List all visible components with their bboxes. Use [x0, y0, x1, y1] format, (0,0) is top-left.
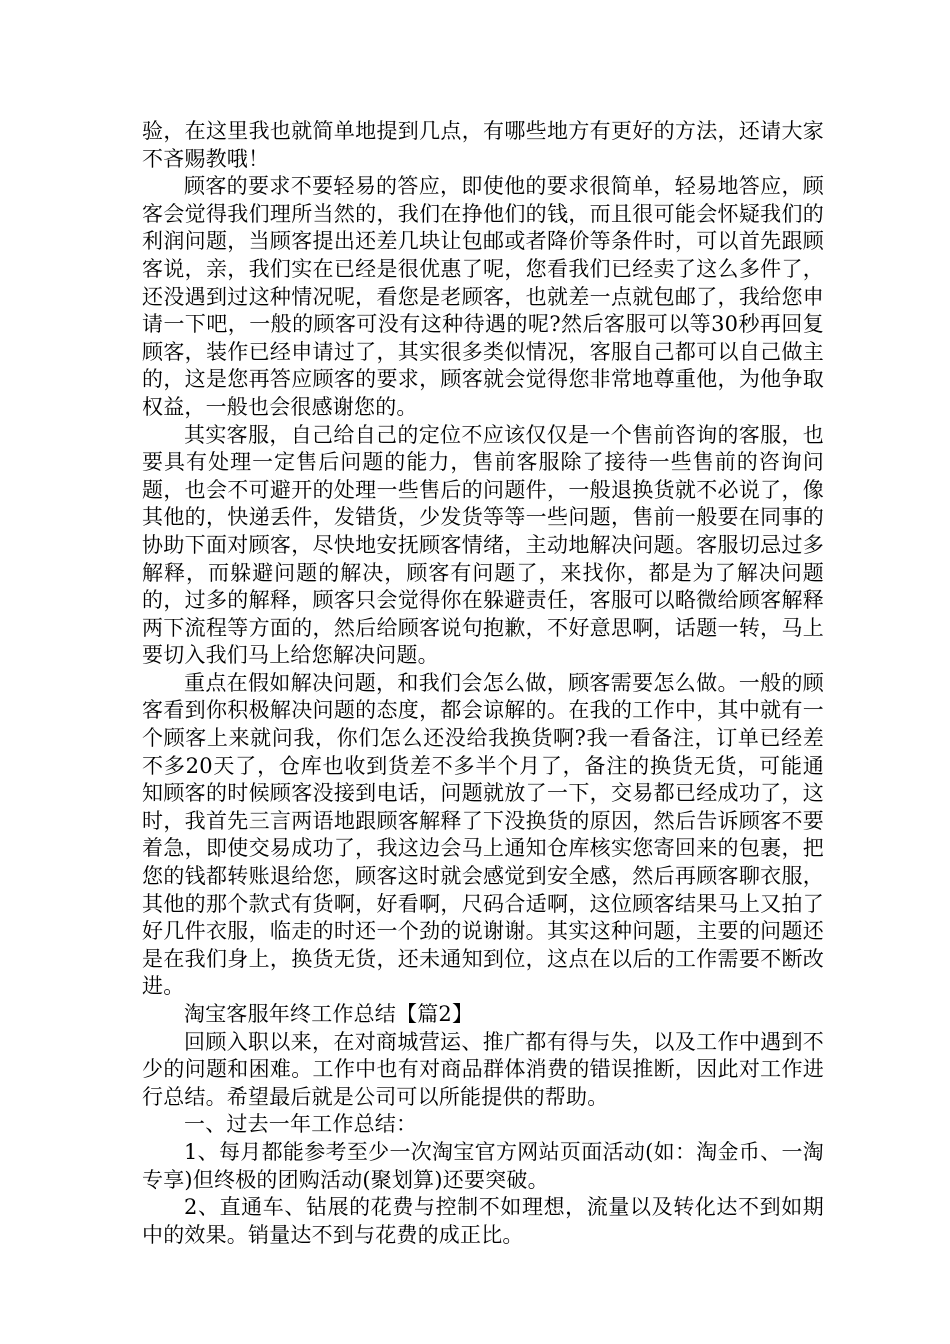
subheading-past-year: 一、过去一年工作总结：	[184, 1112, 418, 1137]
list-item-2: 2、直通车、钻展的花费与控制不如理想，流量以及转化达不到如期中的效果。销量达不到与花费的成正比。	[142, 1195, 824, 1247]
paragraph-continuation: 验，在这里我也就简单地提到几点，有哪些地方有更好的方法，还请大家不吝赐教哦！	[142, 119, 824, 171]
section-heading-part2: 淘宝客服年终工作总结【篇2】	[184, 1002, 474, 1026]
paragraph-customer-requests: 顾客的要求不要轻易的答应，即使他的要求很简单，轻易地答应，顾客会觉得我们理所当然的，我们在挣他们的钱，而且很可能会怀疑我们的利润问题，当顾客提出还差几块让包邮或者降价等条件时，可以首先跟顾客说，亲，我们实在已经是很优惠了呢，您看我们已经卖了这么多件了，还没遇到过这种情况呢，看您是老顾客，也就差一点就包邮了，我给您申请一下吧，一般的顾客可没有这种待遇的呢?然后客服可以等30秒再回复顾客，装作已经申请过了，其实很多类似情况，客服自己都可以自己做主的，这是您再答应顾客的要求，顾客就会觉得您非常地尊重他，为他争取权益，一般也会很感谢您的。	[142, 174, 824, 419]
paragraph-review-intro: 回顾入职以来，在对商城营运、推广都有得与失，以及工作中遇到不少的问题和困难。工作中也有对商品群体消费的错误推断，因此对工作进行总结。希望最后就是公司可以所能提供的帮助。	[142, 1029, 824, 1109]
paragraph-problem-solving: 重点在假如解决问题，和我们会怎么做，顾客需要怎么做。一般的顾客看到你积极解决问题的态度，都会谅解的。在我的工作中，其中就有一个顾客上来就问我，你们怎么还没给我换货啊?我一看备注，订单已经差不多20天了，仓库也收到货差不多半个月了，备注的换货无货，可能通知顾客的时候顾客没接到电话，问题就放了一下，交易都已经成功了，这时，我首先三言两语地跟顾客解释了下没换货的原因，然后告诉顾客不要着急，即使交易成功了，我这边会马上通知仓库核实您寄回来的包裹，把您的钱都转账退给您，顾客这时就会感觉到安全感，然后再顾客聊衣服，其他的那个款式有货啊，好看啊，尺码合适啊，这位顾客结果马上又拍了好几件衣服，临走的时还一个劲的说谢谢。其实这种问题，主要的问题还是在我们身上，换货无货，还未通知到位，这点在以后的工作需要不断改进。	[142, 670, 824, 999]
document-body	[142, 118, 824, 1249]
list-item-1: 1、每月都能参考至少一次淘宝官方网站页面活动(如：淘金币、一淘专享)但终极的团购活动(聚划算)还要突破。	[142, 1139, 824, 1192]
paragraph-service-role: 其实客服，自己给自己的定位不应该仅仅是一个售前咨询的客服，也要具有处理一定售后问题的能力，售前客服除了接待一些售前的咨询问题，也会不可避开的处理一些售后的问题件，一般退换货就不必说了，像其他的，快递丢件，发错货，少发货等等一些问题，售前一般要在同事的协助下面对顾客，尽快地安抚顾客情绪，主动地解决问题。客服切忌过多解释，而躲避问题的解决，顾客有问题了，来找你，都是为了解决问题的，过多的解释，顾客只会觉得你在躲避责任，客服可以略微给顾客解释两下流程等方面的，然后给顾客说句抱歉，不好意思啊，话题一转，马上要切入我们马上给您解决问题。	[142, 422, 824, 668]
